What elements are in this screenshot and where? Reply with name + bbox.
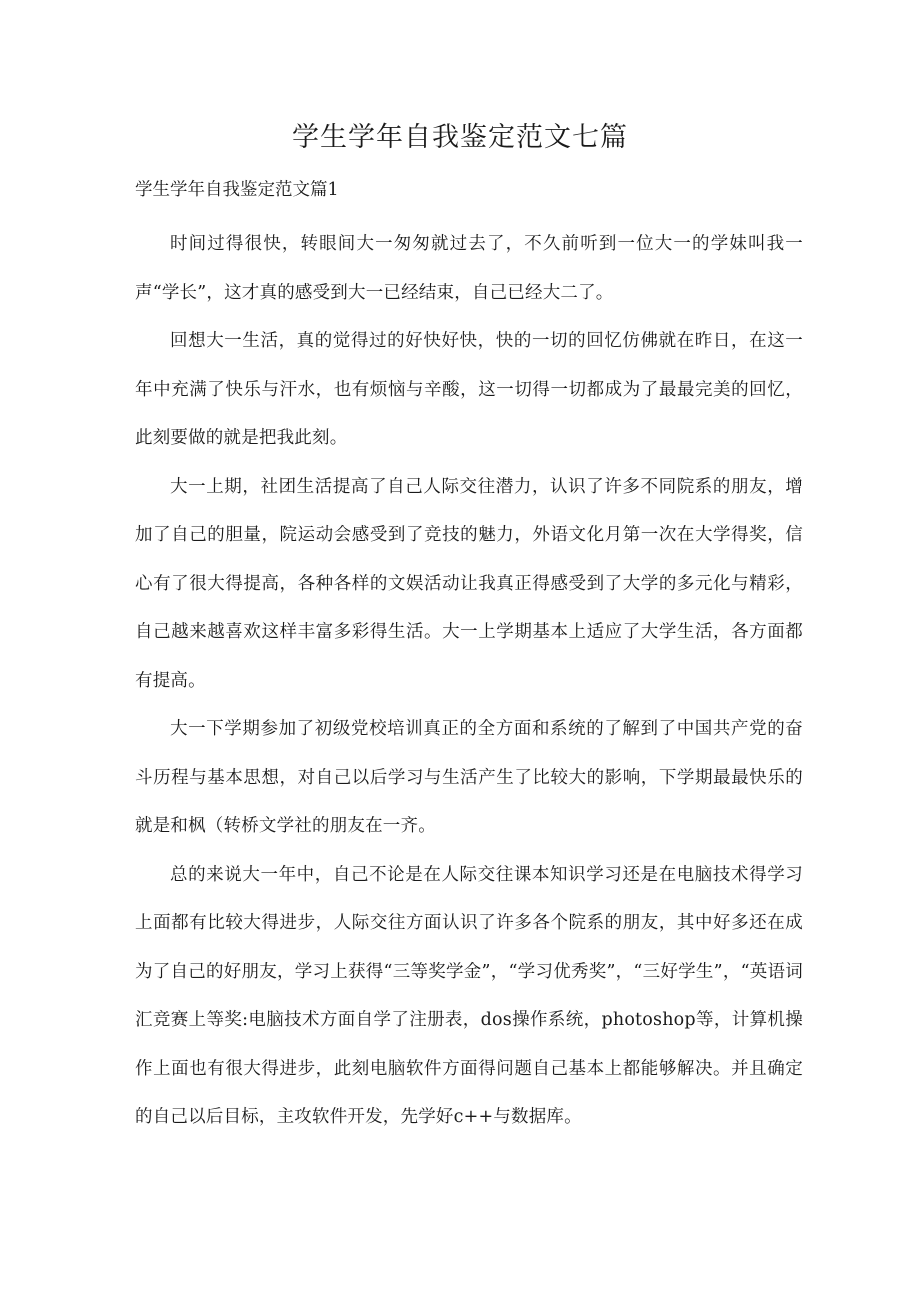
section-heading: 学生学年自我鉴定范文篇1 (135, 180, 339, 200)
paragraph-3: 大一上期，社团生活提高了自己人际交往潜力，认识了许多不同院系的朋友，增加了自己的胆量，院运动会感受到了竞技的魅力，外语文化月第一次在大学得奖，信心有了很大得提高，各种各样的文娱活动让我真正得感受到了大学的多元化与精彩，自己越来越喜欢这样丰富多彩得生活。大一上学期基本上适应了大学生活，各方面都有提高。 (135, 476, 803, 691)
paragraph-5: 总的来说大一年中，自己不论是在人际交往课本知识学习还是在电脑技术得学习上面都有比较大得进步，人际交往方面认识了许多各个院系的朋友，其中好多还在成为了自己的好朋友，学习上获得“三等奖学金”，“学习优秀奖”，“三好学生”，“英语词汇竞赛上等奖:电脑技术方面自学了注册表，dos操作系统，photoshop等，计算机操作上面也有很大得进步，此刻电脑软件方面得问题自己基本上都能够解决。并且确定的自己以后目标，主攻软件开发，先学好c++与数据库。 (135, 864, 803, 1127)
paragraph-4: 大一下学期参加了初级党校培训真正的全方面和系统的了解到了中国共产党的奋斗历程与基本思想，对自己以后学习与生活产生了比较大的影响，下学期最最快乐的就是和枫（转桥文学社的朋友在一齐。 (135, 719, 803, 836)
paragraph-1: 时间过得很快，转眼间大一匆匆就过去了，不久前听到一位大一的学妹叫我一声“学长”，这才真的感受到大一已经结束，自己已经大二了。 (135, 234, 803, 303)
document-title: 学生学年自我鉴定范文七篇 (292, 122, 628, 153)
paragraph-2: 回想大一生活，真的觉得过的好快好快，快的一切的回忆仿佛就在昨日，在这一年中充满了快乐与汗水，也有烦恼与辛酸，这一切得一切都成为了最最完美的回忆，此刻要做的就是把我此刻。 (135, 331, 803, 448)
document-body (135, 220, 803, 1142)
